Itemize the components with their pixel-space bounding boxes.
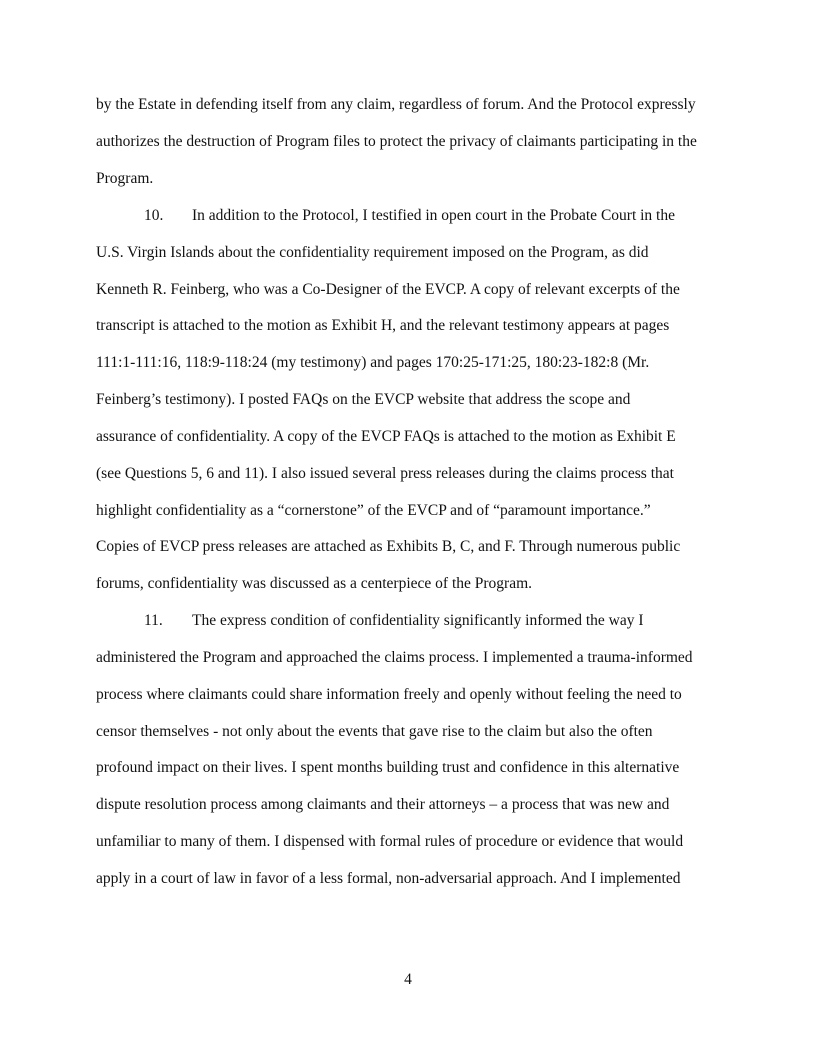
body-text-line: profound impact on their lives. I spent months building trust and confidence in this alternative	[96, 759, 680, 776]
body-text-line: U.S. Virgin Islands about the confidentiality requirement imposed on the Program, as did	[96, 244, 649, 261]
page-number: 4	[404, 971, 412, 988]
paragraph-number: 10.	[144, 207, 164, 224]
body-text-line: The express condition of confidentiality significantly informed the way I	[192, 612, 644, 629]
body-text-line: process where claimants could share information freely and openly without feeling the need to	[96, 686, 682, 703]
body-text-line: highlight confidentiality as a “cornerstone” of the EVCP and of “paramount importance.”	[96, 502, 651, 519]
body-text-line: dispute resolution process among claimants and their attorneys – a process that was new and	[96, 796, 670, 813]
body-text-line: (see Questions 5, 6 and 11). I also issued several press releases during the claims process that	[96, 465, 674, 482]
body-text-line: assurance of confidentiality. A copy of the EVCP FAQs is attached to the motion as Exhibit E	[96, 428, 676, 445]
body-text-line: censor themselves - not only about the events that gave rise to the claim but also the often	[96, 723, 653, 740]
body-text-line: authorizes the destruction of Program files to protect the privacy of claimants participating in the	[96, 133, 697, 150]
body-text-line: by the Estate in defending itself from any claim, regardless of forum. And the Protocol expressly	[96, 96, 696, 113]
body-text-line: 111:1-111:16, 118:9-118:24 (my testimony) and pages 170:25-171:25, 180:23-182:8 (Mr.	[96, 354, 650, 371]
body-text-line: unfamiliar to many of them. I dispensed with formal rules of procedure or evidence that would	[96, 833, 684, 850]
body-text-line: Program.	[96, 170, 154, 187]
body-text-line: Copies of EVCP press releases are attached as Exhibits B, C, and F. Through numerous public	[96, 538, 681, 555]
body-text-line: apply in a court of law in favor of a less formal, non-adversarial approach. And I implemented	[96, 870, 681, 887]
body-text-line: transcript is attached to the motion as Exhibit H, and the relevant testimony appears at pages	[96, 317, 670, 334]
paragraph-11-first-line	[144, 611, 644, 631]
body-text-line: forums, confidentiality was discussed as a centerpiece of the Program.	[96, 575, 533, 592]
body-text-line: Feinberg’s testimony). I posted FAQs on the EVCP website that address the scope and	[96, 391, 631, 408]
body-text-line: Kenneth R. Feinberg, who was a Co-Designer of the EVCP. A copy of relevant excerpts of the	[96, 281, 680, 298]
body-text-line: administered the Program and approached the claims process. I implemented a trauma-informed	[96, 649, 693, 666]
paragraph-number: 11.	[144, 612, 163, 629]
paragraph-10-first-line	[144, 206, 675, 226]
body-text-line: In addition to the Protocol, I testified in open court in the Probate Court in the	[192, 207, 675, 224]
